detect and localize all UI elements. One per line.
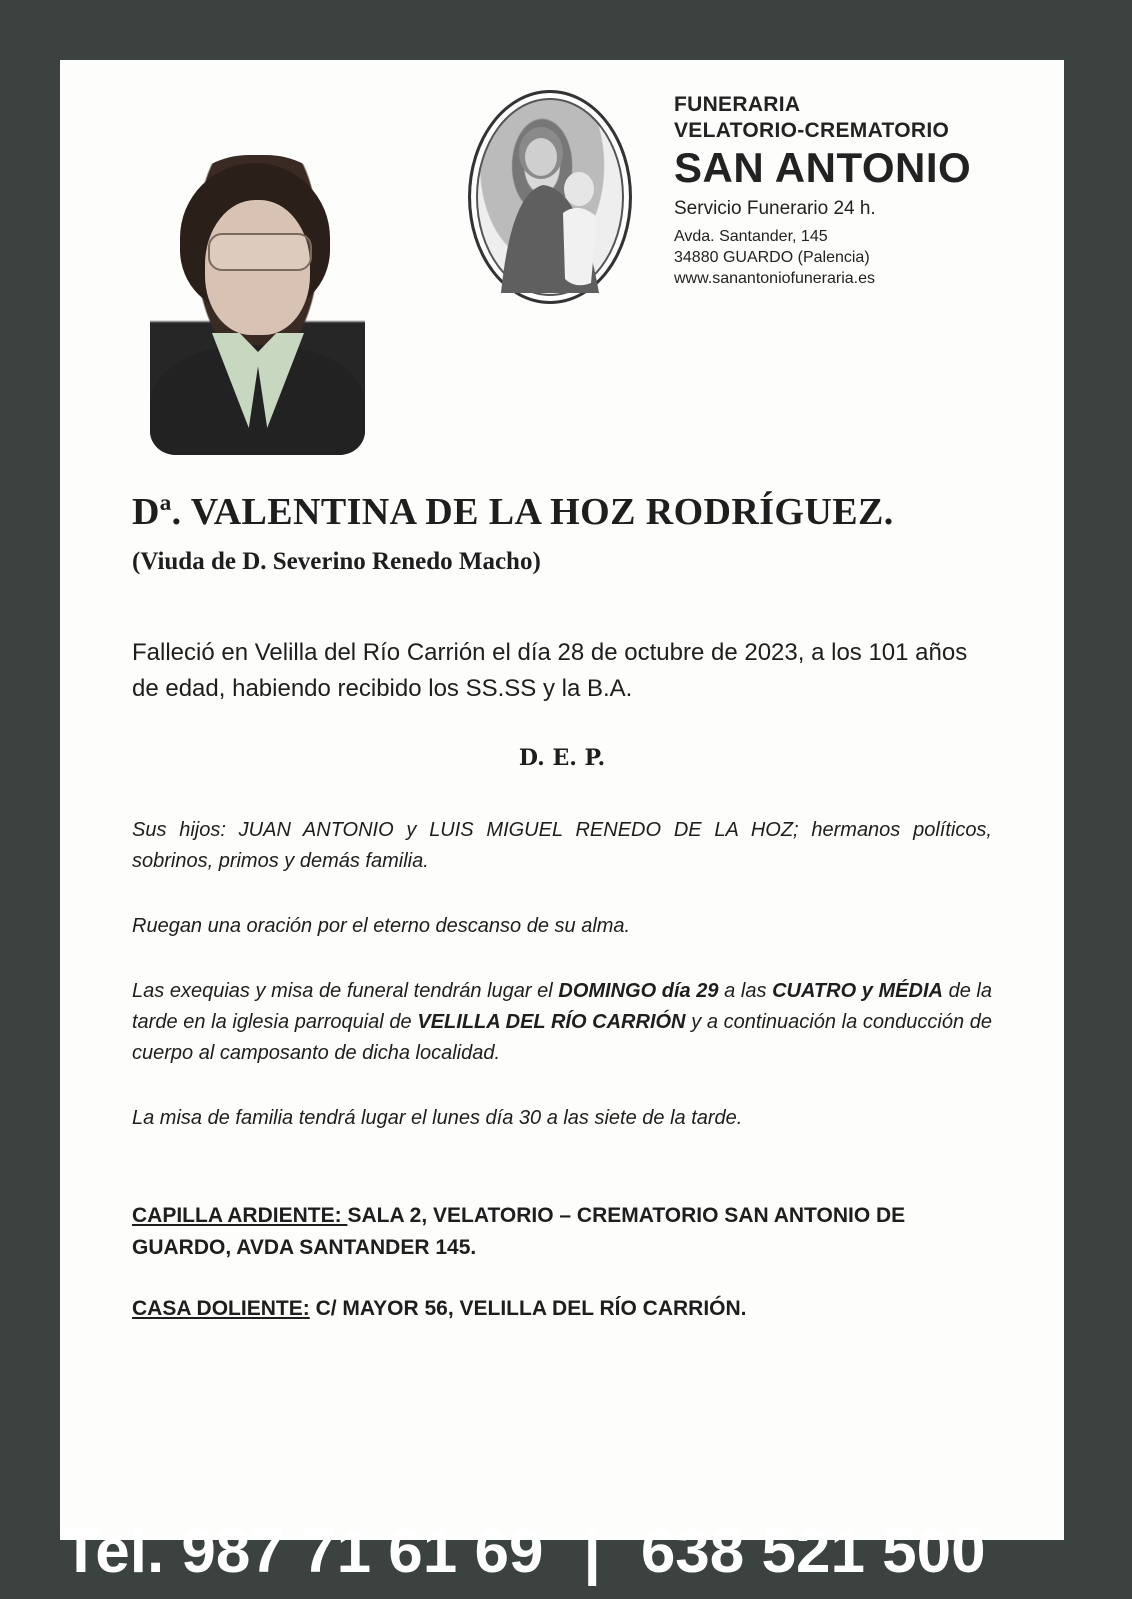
phone-separator: | (583, 1517, 601, 1586)
obituary-sheet (60, 60, 1064, 1540)
funeral-home-website[interactable]: www.sanantoniofuneraria.es (674, 270, 876, 287)
capilla-value: SALA 2, VELATORIO – CREMATORIO SAN ANTONIO DE GUARDO, AVDA SANTANDER 145. (132, 1204, 906, 1259)
funeral-home-line2: VELATORIO-CREMATORIO (674, 119, 950, 142)
funeral-day: DOMINGO día 29 (558, 980, 719, 1002)
funeral-church: VELILLA DEL RÍO CARRIÓN (417, 1011, 686, 1033)
mobile-number[interactable]: 638 521 500 (640, 1517, 986, 1586)
funeral-home-address2: 34880 GUARDO (Palencia) (674, 249, 870, 266)
death-notice: Falleció en Velilla del Río Carrión el día 28 de octubre de 2023, a los 101 años de edad, habiendo recibido los SS.SS y la B.A. (132, 639, 968, 702)
phone-footer (62, 1508, 1062, 1596)
phone-number[interactable]: Tel. 987 71 61 69 (62, 1517, 544, 1586)
family-paragraph: Sus hijos: JUAN ANTONIO y LUIS MIGUEL RENEDO DE LA HOZ; hermanos políticos, sobrinos, primos y demás familia. (132, 819, 992, 872)
casa-label: CASA DOLIENTE: (132, 1297, 310, 1320)
prayer-paragraph: Ruegan una oración por el eterno descanso de su alma. (132, 915, 631, 937)
funeral-home-address1: Avda. Santander, 145 (674, 228, 828, 245)
funeral-paragraph: Las exequias y misa de funeral tendrán lugar el DOMINGO día 29 a las CUATRO y MÉDIA de la tarde en la iglesia parroquial de VELILLA DEL RÍO CARRIÓN y a continuación la conducción de cuerpo al camposanto de dicha localidad. (132, 980, 993, 1064)
widow-of: (Viuda de D. Severino Renedo Macho) (132, 548, 541, 575)
funeral-time: CUATRO y MÉDIA (772, 980, 943, 1002)
deceased-portrait (150, 155, 365, 455)
capilla-label: CAPILLA ARDIENTE: (132, 1204, 348, 1227)
casa-value: C/ MAYOR 56, VELILLA DEL RÍO CARRIÓN. (309, 1297, 747, 1320)
capilla-ardiente (132, 1200, 992, 1264)
funeral-home-line1: FUNERARIA (674, 93, 801, 116)
casa-doliente (132, 1297, 992, 1321)
dep-heading: D. E. P. (518, 745, 606, 771)
deceased-name: Dª. VALENTINA DE LA HOZ RODRÍGUEZ. (132, 491, 894, 533)
funeral-home-name: SAN ANTONIO (674, 144, 972, 191)
funeral-home-header (674, 92, 971, 289)
funeral-home-service: Servicio Funerario 24 h. (674, 198, 876, 219)
family-mass-paragraph: La misa de familia tendrá lugar el lunes día 30 a las siete de la tarde. (132, 1107, 743, 1129)
saint-medallion-image (468, 90, 632, 304)
